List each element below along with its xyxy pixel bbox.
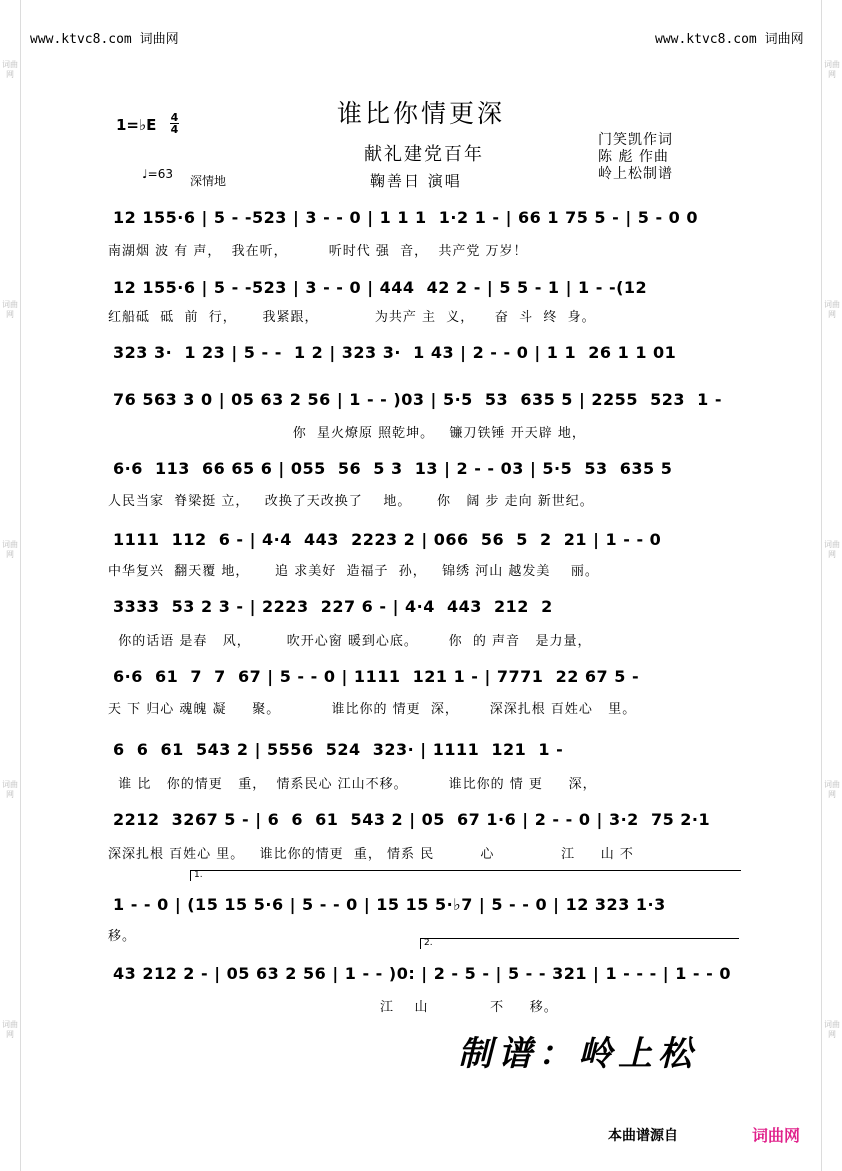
side-watermark: 词曲网 [2, 60, 18, 79]
notation-line-5: 6·6 113 66 65 6 | 055 56 5 3 13 | 2 - - 03 | 5·5 53 635 5 [113, 459, 673, 478]
key-signature: 1=♭E [116, 116, 157, 134]
lyric-line-2: 红船砥 砥 前 行， 我紧跟， 为共产 主 义， 奋 斗 终 身。 [108, 310, 596, 325]
header-site-link-left[interactable]: www.ktvc8.com 词曲网 [30, 32, 179, 47]
notation-line-12: 43 212 2 - | 05 63 2 56 | 1 - - )0: | 2 - 5 - | 5 - - 321 | 1 - - - | 1 - - 0 [113, 964, 731, 983]
lyric-line-9: 谁 比 你的情更 重， 情系民心 江山不移。 谁比你的 情 更 深， [108, 777, 597, 792]
side-watermark: 词曲网 [2, 1020, 18, 1039]
side-watermark: 词曲网 [824, 300, 840, 319]
header-site-link-right[interactable]: www.ktvc8.com 词曲网 [655, 32, 804, 47]
composer-credit: 陈 彪 作曲 [598, 149, 669, 165]
source-label: 本曲谱源自 [608, 1128, 678, 1144]
side-watermark: 词曲网 [2, 780, 18, 799]
lyric-line-1: 南湖烟 波 有 声， 我在听， 听时代 强 音， 共产党 万岁！ [108, 244, 528, 259]
second-ending-bracket [420, 938, 739, 949]
lyric-line-8: 天 下 归心 魂魄 凝 聚。 谁比你的 情更 深， 深深扎根 百姓心 里。 [108, 702, 637, 717]
lyric-line-5: 人民当家 脊梁挺 立， 改换了天改换了 地。 你 阔 步 走向 新世纪。 [108, 494, 594, 509]
side-watermark: 词曲网 [2, 540, 18, 559]
time-signature-bottom: 4 [170, 123, 179, 136]
first-ending-label: 1. [194, 870, 203, 880]
side-watermark: 词曲网 [824, 540, 840, 559]
right-margin-strip [821, 0, 842, 1171]
arranger-credit: 岭上松制谱 [598, 166, 673, 182]
notation-line-1: 12 155·6 | 5 - -523 | 3 - - 0 | 1 1 1 1·2 1 - | 66 1 75 5 - | 5 - 0 0 [113, 208, 698, 227]
song-subtitle: 献礼建党百年 [364, 144, 484, 165]
lyric-line-11: 移。 [108, 929, 137, 944]
notation-line-8: 6·6 61 7 7 67 | 5 - - 0 | 1111 121 1 - | 7771 22 67 5 - [113, 667, 640, 686]
notation-line-4: 76 563 3 0 | 05 63 2 56 | 1 - - )03 | 5·5 53 635 5 | 2255 523 1 - [113, 390, 722, 409]
song-title: 谁比你情更深 [336, 99, 505, 128]
time-signature-top: 4 [170, 111, 179, 124]
left-margin-strip [0, 0, 21, 1171]
notation-line-6: 1111 112 6 - | 4·4 443 2223 2 | 066 56 5 2 21 | 1 - - 0 [113, 530, 662, 549]
lyric-line-4: 你 星火燎原 照乾坤。 镰刀铁锤 开天辟 地， [108, 426, 586, 441]
second-ending-label: 2. [424, 938, 433, 948]
first-ending-bracket [190, 870, 741, 881]
lyric-line-10: 深深扎根 百姓心 里。 谁比你的情更 重， 情系 民 心 江 山 不 [108, 847, 634, 862]
side-watermark: 词曲网 [824, 60, 840, 79]
singer-credit: 鞠善日 演唱 [370, 172, 462, 190]
lyricist-credit: 门笑凯作词 [598, 132, 673, 148]
lyric-line-7: 你的话语 是春 风， 吹开心窗 暖到心底。 你 的 声音 是力量， [108, 634, 592, 649]
source-site-link[interactable]: 词曲网 [752, 1126, 801, 1145]
notation-line-10: 2212 3267 5 - | 6 6 61 543 2 | 05 67 1·6 | 2 - - 0 | 3·2 75 2·1 [113, 810, 711, 829]
side-watermark: 词曲网 [2, 300, 18, 319]
notation-line-11: 1 - - 0 | (15 15 5·6 | 5 - - 0 | 15 15 5·♭7 | 5 - - 0 | 12 323 1·3 [113, 895, 666, 914]
side-watermark: 词曲网 [824, 780, 840, 799]
notation-line-2: 12 155·6 | 5 - -523 | 3 - - 0 | 444 42 2 - | 5 5 - 1 | 1 - -(12 [113, 278, 648, 297]
expression-marking: 深情地 [190, 174, 227, 188]
notation-line-9: 6 6 61 543 2 | 5556 524 323· | 1111 121 1 - [113, 740, 564, 759]
notation-line-3: 323 3· 1 23 | 5 - - 1 2 | 323 3· 1 43 | 2 - - 0 | 1 1 26 1 1 01 [113, 343, 677, 362]
notation-line-7: 3333 53 2 3 - | 2223 227 6 - | 4·4 443 212 2 [113, 597, 553, 616]
lyric-line-12: 江 山 不 移。 [108, 1000, 558, 1015]
side-watermark: 词曲网 [824, 1020, 840, 1039]
lyric-line-6: 中华复兴 翻天覆 地， 追 求美好 造福子 孙， 锦绣 河山 越发美 丽。 [108, 564, 599, 579]
tempo-marking: ♩=63 [142, 167, 173, 181]
arranger-signature: 制谱：岭上松 [458, 1034, 698, 1074]
